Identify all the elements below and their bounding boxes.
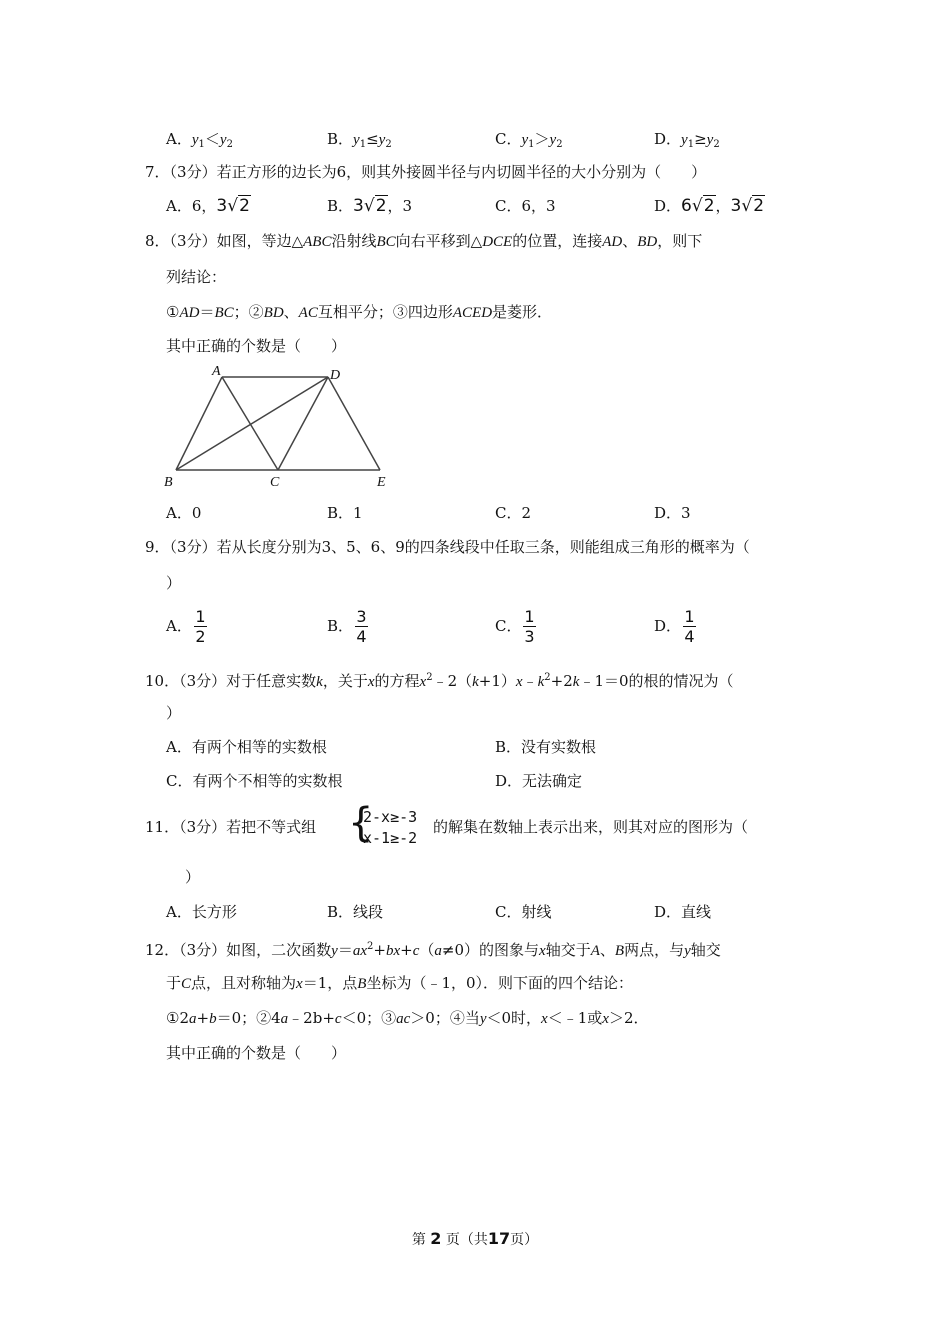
q9-option-c-label: C． (495, 617, 522, 635)
q9-option-c-fraction: 1 3 (524, 607, 535, 646)
sqrt-expression: 3√2 (353, 196, 387, 216)
sqrt-expression: 3√2 (216, 196, 250, 216)
q9-stem-close: ） (166, 574, 182, 592)
q7-stem: 7．（3分）若正方形的边长为6，则其外接圆半径与内切圆半径的大小分别为（ ） (145, 163, 707, 181)
q9-option-b-label: B． (327, 617, 354, 635)
q9-option-d-label: D． (654, 617, 682, 635)
q11-stem-end: 的解集在数轴上表示出来，则其对应的图形为（ (433, 818, 749, 836)
inequality-system: 2-x≥-3 x-1≥-2 (363, 808, 418, 847)
q8-option-b: B．1 (327, 504, 363, 522)
q10-option-b: B．没有实数根 (495, 738, 597, 756)
brace-icon: { (348, 800, 374, 846)
q9-option-b-fraction: 3 4 (356, 607, 367, 646)
q12-stem: 12．（3分）如图，二次函数$y=ax^2+bx+c(a\ne 0)$的图象与x轴交于A、B两点，与y轴交 (145, 941, 721, 959)
q12-question: 其中正确的个数是（ ） (166, 1044, 347, 1062)
q12-stem-line2: 于C点，且对称轴为x＝1，点B坐标为（﹣1，0）．则下面的四个结论： (166, 974, 634, 992)
q7-option-c: C．6，3 (495, 197, 556, 215)
q9-option-d-fraction: 1 4 (684, 607, 695, 646)
q8-question: 其中正确的个数是（ ） (166, 337, 347, 355)
q7-option-d: D．6√2，3√2 (654, 196, 765, 216)
segment-cd (278, 377, 328, 470)
label-c: C (270, 475, 280, 490)
q10-stem-close: ） (166, 704, 182, 722)
q8-stem: 8．（3分）如图，等边△ABC沿射线BC向右平移到△DCE的位置，连接AD、BD，则下 (145, 232, 703, 250)
q7-option-a: A．6，3√2 (166, 196, 250, 216)
q11-stem-start: 11．（3分）若把不等式组 (145, 818, 317, 836)
q11-option-a: A．长方形 (166, 903, 237, 921)
q11-option-d: D．直线 (654, 903, 712, 921)
q11-stem-close: ） (185, 868, 201, 886)
q6-option-c: C．$y_1>y_2$ (495, 130, 563, 150)
q8-stem-line2: 列结论： (166, 268, 227, 286)
q8-option-c: C．2 (495, 504, 532, 522)
q12-conclusions: ①2a+b＝0；②4a﹣2b+c＜0；③ac＞0；④当y＜0时，x＜﹣1或x＞2． (166, 1009, 649, 1027)
q9-option-a-fraction: 1 2 (195, 607, 206, 646)
page-footer: 第 2 页（共17页） (411, 1229, 539, 1248)
label-a: A (212, 364, 221, 379)
label-d: D (330, 368, 341, 383)
q9-stem: 9．（3分）若从长度分别为3、5、6、9的四条线段中任取三条，则能组成三角形的概率为（ (145, 538, 750, 556)
segment-ac (222, 377, 278, 470)
q6-option-d: D．$y_1\ge y_2$ (654, 130, 720, 150)
q8-figure (160, 362, 395, 492)
q10-option-c: C．有两个不相等的实数根 (166, 772, 343, 790)
q10-option-d: D．无法确定 (495, 772, 583, 790)
q8-option-d: D．3 (654, 504, 691, 522)
q6-option-a: A．$y_1<y_2$ (166, 130, 233, 150)
sqrt-expression: 3√2 (730, 196, 765, 216)
q10-stem: 10．（3分）对于任意实数k，关于x的方程$x^2﹣2(k+1)x﹣k^2+2k﹣1=0$的根的情况为（ (145, 672, 734, 690)
q10-option-a: A．有两个相等的实数根 (166, 738, 327, 756)
q7-option-b: B．3√2，3 (327, 196, 413, 216)
sqrt-expression: 6√2 (681, 196, 715, 216)
q6-option-b: B．$y_1\le y_2$ (327, 130, 392, 150)
label-b: B (164, 475, 173, 490)
q11-option-b: B．线段 (327, 903, 384, 921)
q11-option-c: C．射线 (495, 903, 552, 921)
q8-conclusions: ①AD＝BC；②BD、AC互相平分；③四边形ACED是菱形． (166, 303, 553, 321)
label-e: E (377, 475, 386, 490)
segment-de (328, 377, 380, 470)
q9-option-a-label: A． (166, 617, 192, 635)
q8-option-a: A．0 (166, 504, 202, 522)
